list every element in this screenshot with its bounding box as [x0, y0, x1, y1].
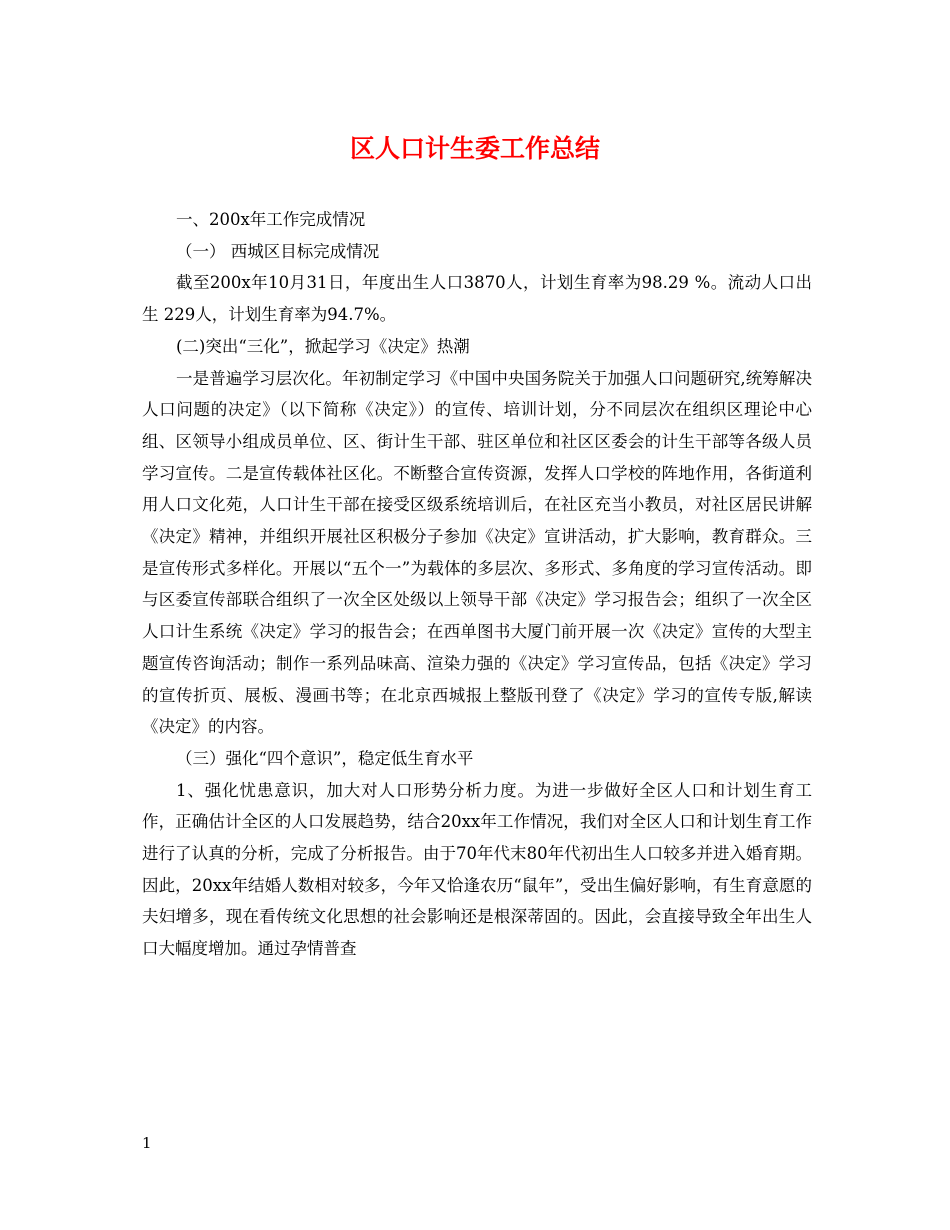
subsection-heading: （三）强化“四个意识”，稳定低生育水平 — [176, 748, 474, 768]
section-heading: 一、200x年工作完成情况 — [176, 210, 366, 229]
document-body — [142, 204, 812, 965]
body-paragraph: 1、强化忧患意识，加大对人口形势分析力度。为进一步做好全区人口和计划生育工作，正确估计全区的人口发展趋势，结合20xx年工作情况，我们对全区人口和计划生育工作进行了认真的分析，完成了分析报告。由于70年代末80年代初出生人口较多并进入婚育期。因此，20xx年结婚人数相对较多，今年又恰逢农历“鼠年”，受出生偏好影响，有生育意愿的夫妇增多，现在看传统文化思想的社会影响还是根深蒂固的。因此，会直接导致全年出生人口大幅度增加。通过孕情普查 — [142, 780, 812, 959]
body-paragraph: 一是普遍学习层次化。年初制定学习《中国中央国务院关于加强人口问题研究,统筹解决人口问题的决定》（以下简称《决定》）的宣传、培训计划，分不同层次在组织区理论中心组、区领导小组成员单位、区、街计生干部、驻区单位和社区区委会的计生干部等各级人员学习宣传。二是宣传载体社区化。不断整合宣传资源，发挥人口学校的阵地作用，各街道利用人口文化苑，人口计生干部在接受区级系统培训后，在社区充当小教员，对社区居民讲解《决定》精神，并组织开展社区积极分子参加《决定》宣讲活动，扩大影响，教育群众。三是宣传形式多样化。开展以“五个一”为载体的多层次、多形式、多角度的学习宣传活动。即与区委宣传部联合组织了一次全区处级以上领导干部《决定》学习报告会；组织了一次全区人口计生系统《决定》学习的报告会；在西单图书大厦门前开展一次《决定》宣传的大型主题宣传咨询活动；制作一系列品味高、渲染力强的《决定》学习宣传品，包括《决定》学习的宣传折页、展板、漫画书等；在北京西城报上整版刊登了《决定》学习的宣传专版,解读《决定》的内容。 — [142, 368, 812, 737]
subsection-heading: (二)突出“三化”，掀起学习《决定》热潮 — [176, 336, 470, 356]
body-paragraph: 截至200x年10月31日，年度出生人口3870人，计划生育率为98.29 %。流动人口出生 229人，计划生育率为94.7%。 — [142, 273, 812, 325]
document-title: 区人口计生委工作总结 — [349, 134, 600, 163]
subsection-heading: （一） 西城区目标完成情况 — [176, 241, 380, 261]
page-number: 1 — [142, 1134, 152, 1152]
